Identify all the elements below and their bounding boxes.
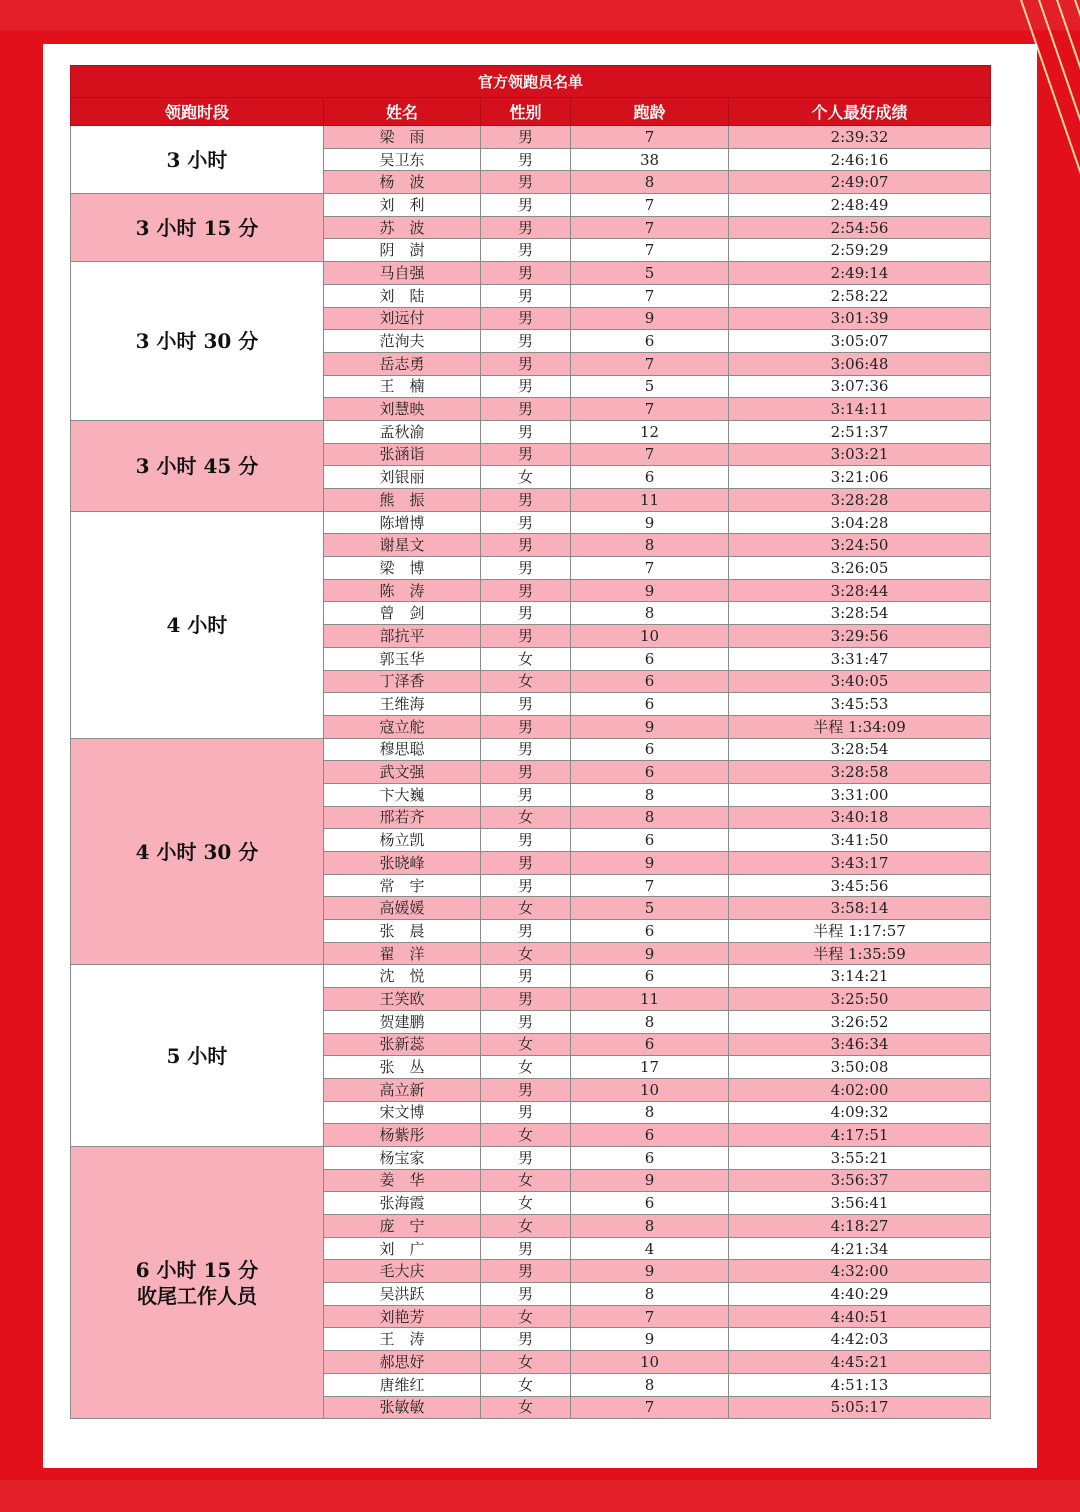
pacer-years: 6 bbox=[571, 761, 729, 784]
pacer-years: 4 bbox=[571, 1237, 729, 1260]
pacer-gender: 女 bbox=[481, 1396, 571, 1419]
pacer-years: 6 bbox=[571, 1033, 729, 1056]
pacer-name: 阴 澍 bbox=[324, 239, 481, 262]
pacer-years: 8 bbox=[571, 171, 729, 194]
pacer-best-time: 3:56:41 bbox=[729, 1192, 991, 1215]
time-slot-label: 3 小时 30 分 bbox=[135, 329, 259, 354]
pacer-gender: 男 bbox=[481, 1101, 571, 1124]
pacer-best-time: 3:25:50 bbox=[729, 988, 991, 1011]
pacer-name: 贺建鹏 bbox=[324, 1010, 481, 1033]
pacer-years: 9 bbox=[571, 1260, 729, 1283]
pacer-gender: 男 bbox=[481, 443, 571, 466]
pacer-gender: 男 bbox=[481, 625, 571, 648]
pacer-gender: 女 bbox=[481, 1169, 571, 1192]
pacer-best-time: 4:42:03 bbox=[729, 1328, 991, 1351]
pacer-best-time: 3:14:11 bbox=[729, 398, 991, 421]
pacer-name: 王笑欧 bbox=[324, 988, 481, 1011]
pacer-best-time: 3:14:21 bbox=[729, 965, 991, 988]
pacer-years: 10 bbox=[571, 1078, 729, 1101]
pacer-years: 7 bbox=[571, 284, 729, 307]
pacer-name: 曾 剑 bbox=[324, 602, 481, 625]
pacer-best-time: 4:18:27 bbox=[729, 1215, 991, 1238]
pacer-best-time: 4:32:00 bbox=[729, 1260, 991, 1283]
pacer-best-time: 3:28:54 bbox=[729, 738, 991, 761]
pacer-best-time: 3:46:34 bbox=[729, 1033, 991, 1056]
pacer-gender: 女 bbox=[481, 1305, 571, 1328]
pacer-best-time: 3:04:28 bbox=[729, 511, 991, 534]
pacer-best-time: 4:45:21 bbox=[729, 1351, 991, 1374]
pacer-years: 6 bbox=[571, 647, 729, 670]
table-row bbox=[71, 738, 991, 761]
pacer-years: 6 bbox=[571, 693, 729, 716]
pacer-gender: 男 bbox=[481, 557, 571, 580]
table-title: 官方领跑员名单 bbox=[71, 66, 991, 98]
pacer-best-time: 2:49:07 bbox=[729, 171, 991, 194]
pacer-years: 9 bbox=[571, 852, 729, 875]
pacer-name: 丁泽香 bbox=[324, 670, 481, 693]
pacer-years: 10 bbox=[571, 1351, 729, 1374]
pacer-gender: 男 bbox=[481, 738, 571, 761]
pacer-years: 7 bbox=[571, 1305, 729, 1328]
pacer-years: 9 bbox=[571, 579, 729, 602]
pacer-years: 6 bbox=[571, 330, 729, 353]
pacer-years: 7 bbox=[571, 194, 729, 217]
pacer-gender: 男 bbox=[481, 693, 571, 716]
pacer-best-time: 3:31:00 bbox=[729, 783, 991, 806]
time-slot-cell bbox=[71, 738, 324, 965]
pacer-gender: 女 bbox=[481, 1124, 571, 1147]
pacer-name: 吴卫东 bbox=[324, 148, 481, 171]
pacer-gender: 男 bbox=[481, 1283, 571, 1306]
pacer-best-time: 3:21:06 bbox=[729, 466, 991, 489]
pacer-best-time: 3:31:47 bbox=[729, 647, 991, 670]
pacer-years: 6 bbox=[571, 1146, 729, 1169]
pacer-years: 8 bbox=[571, 1283, 729, 1306]
pacer-years: 6 bbox=[571, 466, 729, 489]
pacer-name: 郭玉华 bbox=[324, 647, 481, 670]
pacer-gender: 男 bbox=[481, 171, 571, 194]
pacer-best-time: 2:51:37 bbox=[729, 420, 991, 443]
pacer-name: 杨宝家 bbox=[324, 1146, 481, 1169]
table-row bbox=[71, 194, 991, 217]
pacer-name: 高立新 bbox=[324, 1078, 481, 1101]
pacer-best-time: 半程 1:34:09 bbox=[729, 715, 991, 738]
pacer-years: 9 bbox=[571, 942, 729, 965]
pacer-best-time: 4:09:32 bbox=[729, 1101, 991, 1124]
pacer-name: 岳志勇 bbox=[324, 352, 481, 375]
pacer-years: 8 bbox=[571, 1215, 729, 1238]
column-header-slot: 领跑时段 bbox=[71, 98, 324, 126]
pacer-name: 杨立凯 bbox=[324, 829, 481, 852]
pacer-gender: 女 bbox=[481, 1373, 571, 1396]
pacer-roster-table bbox=[70, 65, 991, 1419]
pacer-best-time: 3:05:07 bbox=[729, 330, 991, 353]
table-row bbox=[71, 511, 991, 534]
pacer-name: 刘银丽 bbox=[324, 466, 481, 489]
background-stripe bbox=[0, 1480, 1080, 1512]
pacer-name: 王 涛 bbox=[324, 1328, 481, 1351]
pacer-name: 王 楠 bbox=[324, 375, 481, 398]
time-slot-cell bbox=[71, 194, 324, 262]
pacer-gender: 男 bbox=[481, 330, 571, 353]
roster-body bbox=[71, 126, 991, 1419]
pacer-best-time: 3:26:05 bbox=[729, 557, 991, 580]
column-header-best: 个人最好成绩 bbox=[729, 98, 991, 126]
time-slot-note: 收尾工作人员 bbox=[137, 1283, 257, 1308]
time-slot-cell bbox=[71, 511, 324, 738]
pacer-years: 7 bbox=[571, 216, 729, 239]
pacer-years: 8 bbox=[571, 1010, 729, 1033]
pacer-years: 7 bbox=[571, 874, 729, 897]
pacer-name: 郝思妤 bbox=[324, 1351, 481, 1374]
pacer-name: 陈增博 bbox=[324, 511, 481, 534]
pacer-years: 6 bbox=[571, 1124, 729, 1147]
pacer-name: 武文强 bbox=[324, 761, 481, 784]
pacer-gender: 男 bbox=[481, 216, 571, 239]
pacer-name: 刘 利 bbox=[324, 194, 481, 217]
pacer-gender: 男 bbox=[481, 715, 571, 738]
pacer-gender: 男 bbox=[481, 852, 571, 875]
pacer-years: 7 bbox=[571, 239, 729, 262]
pacer-best-time: 4:40:51 bbox=[729, 1305, 991, 1328]
pacer-gender: 男 bbox=[481, 398, 571, 421]
pacer-years: 6 bbox=[571, 920, 729, 943]
pacer-name: 宋文博 bbox=[324, 1101, 481, 1124]
pacer-name: 刘远付 bbox=[324, 307, 481, 330]
pacer-best-time: 3:40:18 bbox=[729, 806, 991, 829]
pacer-gender: 男 bbox=[481, 579, 571, 602]
pacer-gender: 女 bbox=[481, 670, 571, 693]
pacer-best-time: 4:17:51 bbox=[729, 1124, 991, 1147]
pacer-best-time: 3:28:44 bbox=[729, 579, 991, 602]
pacer-gender: 男 bbox=[481, 126, 571, 149]
pacer-name: 杨紫彤 bbox=[324, 1124, 481, 1147]
pacer-best-time: 半程 1:17:57 bbox=[729, 920, 991, 943]
pacer-gender: 男 bbox=[481, 375, 571, 398]
pacer-years: 6 bbox=[571, 670, 729, 693]
pacer-gender: 男 bbox=[481, 511, 571, 534]
pacer-years: 7 bbox=[571, 557, 729, 580]
pacer-name: 梁 博 bbox=[324, 557, 481, 580]
pacer-name: 熊 振 bbox=[324, 489, 481, 512]
pacer-years: 7 bbox=[571, 126, 729, 149]
pacer-years: 7 bbox=[571, 352, 729, 375]
time-slot-label: 5 小时 bbox=[166, 1043, 228, 1068]
pacer-best-time: 3:45:53 bbox=[729, 693, 991, 716]
pacer-best-time: 2:59:29 bbox=[729, 239, 991, 262]
pacer-gender: 女 bbox=[481, 1215, 571, 1238]
pacer-best-time: 3:50:08 bbox=[729, 1056, 991, 1079]
time-slot-label: 3 小时 bbox=[166, 147, 228, 172]
pacer-name: 吴洪跃 bbox=[324, 1283, 481, 1306]
time-slot-label: 3 小时 15 分 bbox=[135, 215, 259, 240]
pacer-years: 8 bbox=[571, 534, 729, 557]
pacer-name: 范洵夫 bbox=[324, 330, 481, 353]
pacer-years: 7 bbox=[571, 398, 729, 421]
table-row bbox=[71, 965, 991, 988]
pacer-name: 部抗平 bbox=[324, 625, 481, 648]
pacer-best-time: 5:05:17 bbox=[729, 1396, 991, 1419]
pacer-name: 孟秋渝 bbox=[324, 420, 481, 443]
pacer-best-time: 3:24:50 bbox=[729, 534, 991, 557]
pacer-name: 常 宇 bbox=[324, 874, 481, 897]
pacer-name: 张晓峰 bbox=[324, 852, 481, 875]
pacer-gender: 女 bbox=[481, 942, 571, 965]
time-slot-label: 3 小时 45 分 bbox=[135, 453, 259, 478]
pacer-gender: 男 bbox=[481, 1328, 571, 1351]
pacer-gender: 男 bbox=[481, 965, 571, 988]
pacer-gender: 男 bbox=[481, 534, 571, 557]
pacer-best-time: 3:26:52 bbox=[729, 1010, 991, 1033]
pacer-best-time: 3:45:56 bbox=[729, 874, 991, 897]
pacer-name: 张 晨 bbox=[324, 920, 481, 943]
pacer-gender: 男 bbox=[481, 239, 571, 262]
pacer-gender: 女 bbox=[481, 897, 571, 920]
pacer-best-time: 3:29:56 bbox=[729, 625, 991, 648]
pacer-gender: 男 bbox=[481, 148, 571, 171]
pacer-years: 5 bbox=[571, 262, 729, 285]
pacer-name: 张新蕊 bbox=[324, 1033, 481, 1056]
pacer-name: 刘慧映 bbox=[324, 398, 481, 421]
pacer-gender: 男 bbox=[481, 761, 571, 784]
pacer-years: 9 bbox=[571, 511, 729, 534]
pacer-best-time: 3:07:36 bbox=[729, 375, 991, 398]
pacer-gender: 女 bbox=[481, 1033, 571, 1056]
pacer-years: 11 bbox=[571, 489, 729, 512]
pacer-gender: 男 bbox=[481, 284, 571, 307]
pacer-years: 9 bbox=[571, 1169, 729, 1192]
pacer-gender: 男 bbox=[481, 602, 571, 625]
pacer-gender: 男 bbox=[481, 1146, 571, 1169]
time-slot-cell bbox=[71, 1146, 324, 1418]
pacer-gender: 男 bbox=[481, 489, 571, 512]
pacer-years: 6 bbox=[571, 965, 729, 988]
time-slot-cell bbox=[71, 262, 324, 421]
pacer-name: 苏 波 bbox=[324, 216, 481, 239]
pacer-years: 5 bbox=[571, 897, 729, 920]
pacer-name: 王维海 bbox=[324, 693, 481, 716]
time-slot-cell bbox=[71, 965, 324, 1147]
pacer-name: 庞 宁 bbox=[324, 1215, 481, 1238]
pacer-best-time: 半程 1:35:59 bbox=[729, 942, 991, 965]
pacer-name: 谢星文 bbox=[324, 534, 481, 557]
pacer-years: 8 bbox=[571, 806, 729, 829]
pacer-years: 7 bbox=[571, 443, 729, 466]
pacer-years: 6 bbox=[571, 1192, 729, 1215]
table-row bbox=[71, 262, 991, 285]
pacer-name: 刘 广 bbox=[324, 1237, 481, 1260]
pacer-best-time: 3:58:14 bbox=[729, 897, 991, 920]
pacer-gender: 男 bbox=[481, 420, 571, 443]
pacer-best-time: 3:28:28 bbox=[729, 489, 991, 512]
pacer-gender: 女 bbox=[481, 1056, 571, 1079]
pacer-best-time: 4:51:13 bbox=[729, 1373, 991, 1396]
pacer-best-time: 3:28:58 bbox=[729, 761, 991, 784]
pacer-years: 6 bbox=[571, 738, 729, 761]
pacer-best-time: 3:06:48 bbox=[729, 352, 991, 375]
pacer-years: 8 bbox=[571, 1101, 729, 1124]
pacer-name: 梁 雨 bbox=[324, 126, 481, 149]
pacer-gender: 男 bbox=[481, 1237, 571, 1260]
pacer-name: 姜 华 bbox=[324, 1169, 481, 1192]
pacer-name: 马自强 bbox=[324, 262, 481, 285]
pacer-name: 穆思聪 bbox=[324, 738, 481, 761]
pacer-gender: 女 bbox=[481, 1351, 571, 1374]
pacer-name: 刘 陆 bbox=[324, 284, 481, 307]
pacer-years: 7 bbox=[571, 1396, 729, 1419]
pacer-name: 卞大巍 bbox=[324, 783, 481, 806]
pacer-years: 9 bbox=[571, 1328, 729, 1351]
pacer-best-time: 3:01:39 bbox=[729, 307, 991, 330]
background-stripe bbox=[0, 0, 1080, 30]
pacer-best-time: 3:28:54 bbox=[729, 602, 991, 625]
pacer-best-time: 3:40:05 bbox=[729, 670, 991, 693]
pacer-best-time: 2:49:14 bbox=[729, 262, 991, 285]
pacer-gender: 女 bbox=[481, 806, 571, 829]
pacer-best-time: 4:02:00 bbox=[729, 1078, 991, 1101]
pacer-years: 11 bbox=[571, 988, 729, 1011]
pacer-gender: 男 bbox=[481, 352, 571, 375]
pacer-name: 高媛媛 bbox=[324, 897, 481, 920]
pacer-name: 陈 涛 bbox=[324, 579, 481, 602]
pacer-years: 12 bbox=[571, 420, 729, 443]
header-row bbox=[71, 98, 991, 126]
pacer-best-time: 2:48:49 bbox=[729, 194, 991, 217]
table-row bbox=[71, 126, 991, 149]
pacer-best-time: 2:46:16 bbox=[729, 148, 991, 171]
pacer-best-time: 4:40:29 bbox=[729, 1283, 991, 1306]
pacer-name: 唐维红 bbox=[324, 1373, 481, 1396]
table-row bbox=[71, 420, 991, 443]
time-slot-cell bbox=[71, 420, 324, 511]
pacer-gender: 男 bbox=[481, 307, 571, 330]
pacer-years: 8 bbox=[571, 1373, 729, 1396]
pacer-name: 张涵诣 bbox=[324, 443, 481, 466]
pacer-best-time: 2:58:22 bbox=[729, 284, 991, 307]
pacer-years: 5 bbox=[571, 375, 729, 398]
pacer-name: 邢若齐 bbox=[324, 806, 481, 829]
pacer-years: 17 bbox=[571, 1056, 729, 1079]
pacer-gender: 男 bbox=[481, 1010, 571, 1033]
pacer-years: 8 bbox=[571, 783, 729, 806]
pacer-gender: 男 bbox=[481, 874, 571, 897]
column-header-gender: 性别 bbox=[481, 98, 571, 126]
pacer-gender: 男 bbox=[481, 1260, 571, 1283]
pacer-name: 寇立舵 bbox=[324, 715, 481, 738]
pacer-gender: 女 bbox=[481, 647, 571, 670]
pacer-best-time: 3:41:50 bbox=[729, 829, 991, 852]
time-slot-label: 4 小时 bbox=[166, 612, 228, 637]
pacer-gender: 男 bbox=[481, 194, 571, 217]
pacer-gender: 女 bbox=[481, 466, 571, 489]
pacer-gender: 男 bbox=[481, 262, 571, 285]
pacer-name: 杨 波 bbox=[324, 171, 481, 194]
pacer-name: 张敏敏 bbox=[324, 1396, 481, 1419]
pacer-best-time: 3:56:37 bbox=[729, 1169, 991, 1192]
pacer-years: 9 bbox=[571, 307, 729, 330]
time-slot-cell bbox=[71, 126, 324, 194]
pacer-gender: 女 bbox=[481, 1192, 571, 1215]
pacer-best-time: 3:55:21 bbox=[729, 1146, 991, 1169]
time-slot-label: 6 小时 15 分 bbox=[135, 1257, 259, 1282]
column-header-name: 姓名 bbox=[324, 98, 481, 126]
pacer-best-time: 4:21:34 bbox=[729, 1237, 991, 1260]
pacer-years: 10 bbox=[571, 625, 729, 648]
column-header-years: 跑龄 bbox=[571, 98, 729, 126]
pacer-name: 翟 洋 bbox=[324, 942, 481, 965]
pacer-best-time: 2:54:56 bbox=[729, 216, 991, 239]
pacer-name: 沈 悦 bbox=[324, 965, 481, 988]
pacer-best-time: 3:03:21 bbox=[729, 443, 991, 466]
pacer-years: 9 bbox=[571, 715, 729, 738]
pacer-gender: 男 bbox=[481, 783, 571, 806]
pacer-gender: 男 bbox=[481, 829, 571, 852]
pacer-years: 8 bbox=[571, 602, 729, 625]
pacer-best-time: 3:43:17 bbox=[729, 852, 991, 875]
pacer-name: 张 丛 bbox=[324, 1056, 481, 1079]
pacer-years: 38 bbox=[571, 148, 729, 171]
pacer-name: 刘艳芳 bbox=[324, 1305, 481, 1328]
time-slot-label: 4 小时 30 分 bbox=[135, 839, 259, 864]
pacer-name: 毛大庆 bbox=[324, 1260, 481, 1283]
pacer-gender: 男 bbox=[481, 920, 571, 943]
pacer-gender: 男 bbox=[481, 988, 571, 1011]
pacer-years: 6 bbox=[571, 829, 729, 852]
pacer-best-time: 2:39:32 bbox=[729, 126, 991, 149]
pacer-gender: 男 bbox=[481, 1078, 571, 1101]
pacer-name: 张海霞 bbox=[324, 1192, 481, 1215]
table-row bbox=[71, 1146, 991, 1169]
